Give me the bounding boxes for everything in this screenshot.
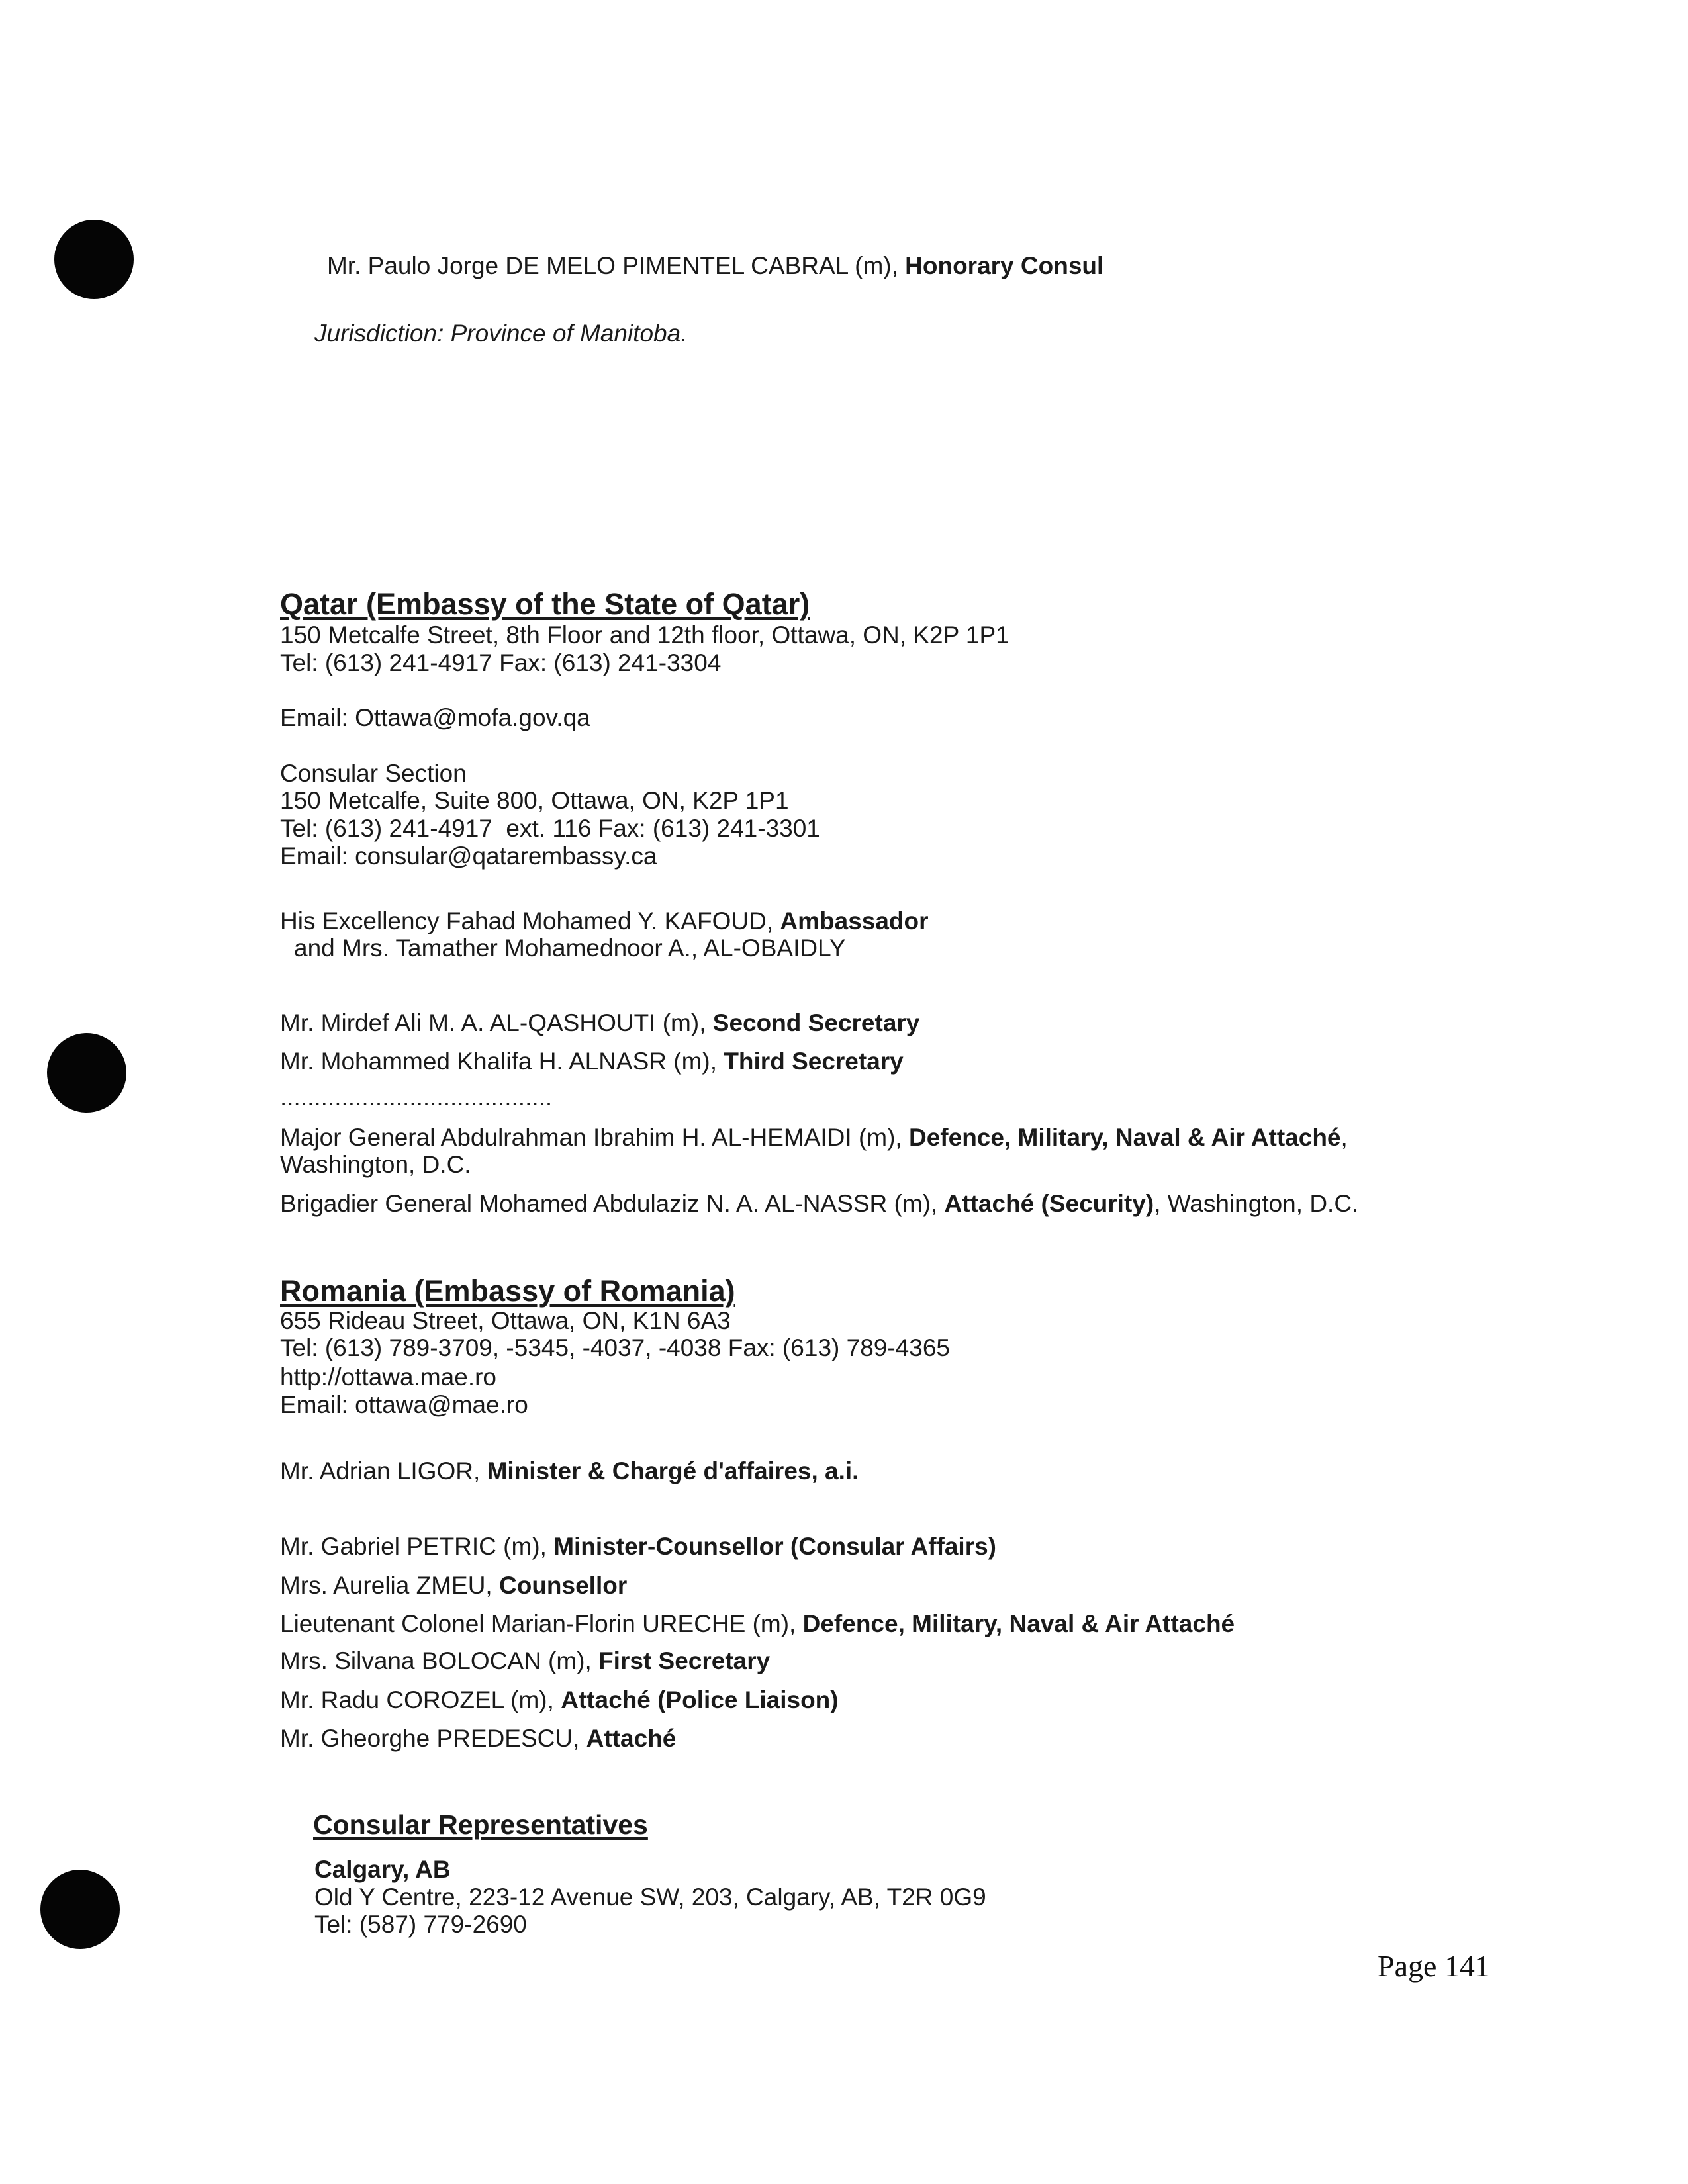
attache-name: Major General Abdulrahman Ibrahim H. AL-HEMAIDI (m),: [280, 1124, 909, 1151]
romania-head-of-mission: [280, 1457, 859, 1485]
attache-title: Defence, Military, Naval & Air Attaché: [909, 1124, 1341, 1151]
consular-office-address: Old Y Centre, 223-12 Avenue SW, 203, Calgary, AB, T2R 0G9: [314, 1884, 986, 1911]
jurisdiction-note: Jurisdiction: Province of Manitoba.: [314, 320, 688, 347]
qatar-consular-phone: Tel: (613) 241-4917 ext. 116 Fax: (613) 241-3301: [280, 815, 820, 842]
qatar-ambassador: [280, 907, 929, 935]
consular-office-city: Calgary, AB: [314, 1856, 451, 1883]
qatar-attache-entry: [280, 1124, 1348, 1152]
romania-staff-entry: [280, 1572, 627, 1600]
qatar-phone: Tel: (613) 241-4917 Fax: (613) 241-3304: [280, 649, 722, 676]
honorary-consul-title: Honorary Consul: [905, 252, 1104, 279]
qatar-staff-entry: [280, 1048, 904, 1075]
attache-name: Brigadier General Mohamed Abdulaziz N. A. AL-NASSR (m),: [280, 1190, 945, 1217]
romania-website: http://ottawa.mae.ro: [280, 1363, 497, 1390]
hole-punch-top: [54, 220, 134, 299]
staff-title: Defence, Military, Naval & Air Attaché: [802, 1610, 1235, 1637]
head-of-mission-title: Minister & Chargé d'affaires, a.i.: [487, 1457, 859, 1484]
qatar-consular-address: 150 Metcalfe, Suite 800, Ottawa, ON, K2P 1P1: [280, 787, 789, 814]
qatar-heading: Qatar (Embassy of the State of Qatar): [280, 587, 810, 621]
romania-staff-entry: [280, 1647, 770, 1675]
qatar-consular-section-label: Consular Section: [280, 760, 467, 787]
romania-staff-entry: [280, 1686, 839, 1714]
dotted-separator: ........................................: [280, 1083, 553, 1111]
staff-name: Mrs. Aurelia ZMEU,: [280, 1572, 499, 1599]
page-number: Page 141: [1378, 1949, 1490, 1983]
qatar-email: Email: Ottawa@mofa.gov.qa: [280, 704, 590, 731]
staff-name: Mr. Mirdef Ali M. A. AL-QASHOUTI (m),: [280, 1009, 713, 1036]
qatar-address: 150 Metcalfe Street, 8th Floor and 12th floor, Ottawa, ON, K2P 1P1: [280, 621, 1009, 649]
romania-staff-entry: [280, 1725, 676, 1752]
consular-office-phone: Tel: (587) 779-2690: [314, 1911, 527, 1938]
consular-representatives-heading: Consular Representatives: [313, 1809, 648, 1840]
romania-staff-entry: [280, 1610, 1235, 1638]
qatar-attache-entry: [280, 1190, 1358, 1218]
ambassador-title: Ambassador: [780, 907, 929, 934]
romania-heading: Romania (Embassy of Romania): [280, 1274, 735, 1308]
honorary-consul-name: Mr. Paulo Jorge DE MELO PIMENTEL CABRAL (m),: [327, 252, 906, 279]
qatar-ambassador-spouse: and Mrs. Tamather Mohamednoor A., AL-OBAIDLY: [294, 934, 846, 962]
attache-suffix: ,: [1340, 1124, 1348, 1151]
staff-name: Mr. Gheorghe PREDESCU,: [280, 1725, 586, 1752]
romania-staff-entry: [280, 1533, 996, 1561]
staff-name: Mr. Gabriel PETRIC (m),: [280, 1533, 554, 1560]
hole-punch-bottom: [40, 1870, 120, 1949]
romania-address: 655 Rideau Street, Ottawa, ON, K1N 6A3: [280, 1307, 731, 1334]
staff-title: First Secretary: [598, 1647, 771, 1674]
staff-name: Lieutenant Colonel Marian-Florin URECHE (m),: [280, 1610, 803, 1637]
staff-name: Mr. Mohammed Khalifa H. ALNASR (m),: [280, 1048, 724, 1075]
staff-title: Counsellor: [499, 1572, 628, 1599]
head-of-mission-name: Mr. Adrian LIGOR,: [280, 1457, 487, 1484]
staff-title: Attaché: [586, 1725, 677, 1752]
honorary-consul-entry: [327, 252, 1103, 280]
qatar-staff-entry: [280, 1009, 919, 1037]
hole-punch-middle: [47, 1033, 126, 1113]
attache-title: Attaché (Security): [944, 1190, 1154, 1217]
staff-title: Attaché (Police Liaison): [561, 1686, 839, 1713]
attache-suffix: , Washington, D.C.: [1154, 1190, 1359, 1217]
staff-name: Mr. Radu COROZEL (m),: [280, 1686, 561, 1713]
staff-title: Second Secretary: [712, 1009, 920, 1036]
romania-email: Email: ottawa@mae.ro: [280, 1391, 528, 1418]
staff-name: Mrs. Silvana BOLOCAN (m),: [280, 1647, 599, 1674]
romania-phone: Tel: (613) 789-3709, -5345, -4037, -4038 Fax: (613) 789-4365: [280, 1334, 950, 1361]
staff-title: Minister-Counsellor (Consular Affairs): [553, 1533, 997, 1560]
qatar-consular-email: Email: consular@qatarembassy.ca: [280, 842, 657, 870]
ambassador-name: His Excellency Fahad Mohamed Y. KAFOUD,: [280, 907, 780, 934]
attache-location: Washington, D.C.: [280, 1151, 471, 1178]
staff-title: Third Secretary: [724, 1048, 904, 1075]
